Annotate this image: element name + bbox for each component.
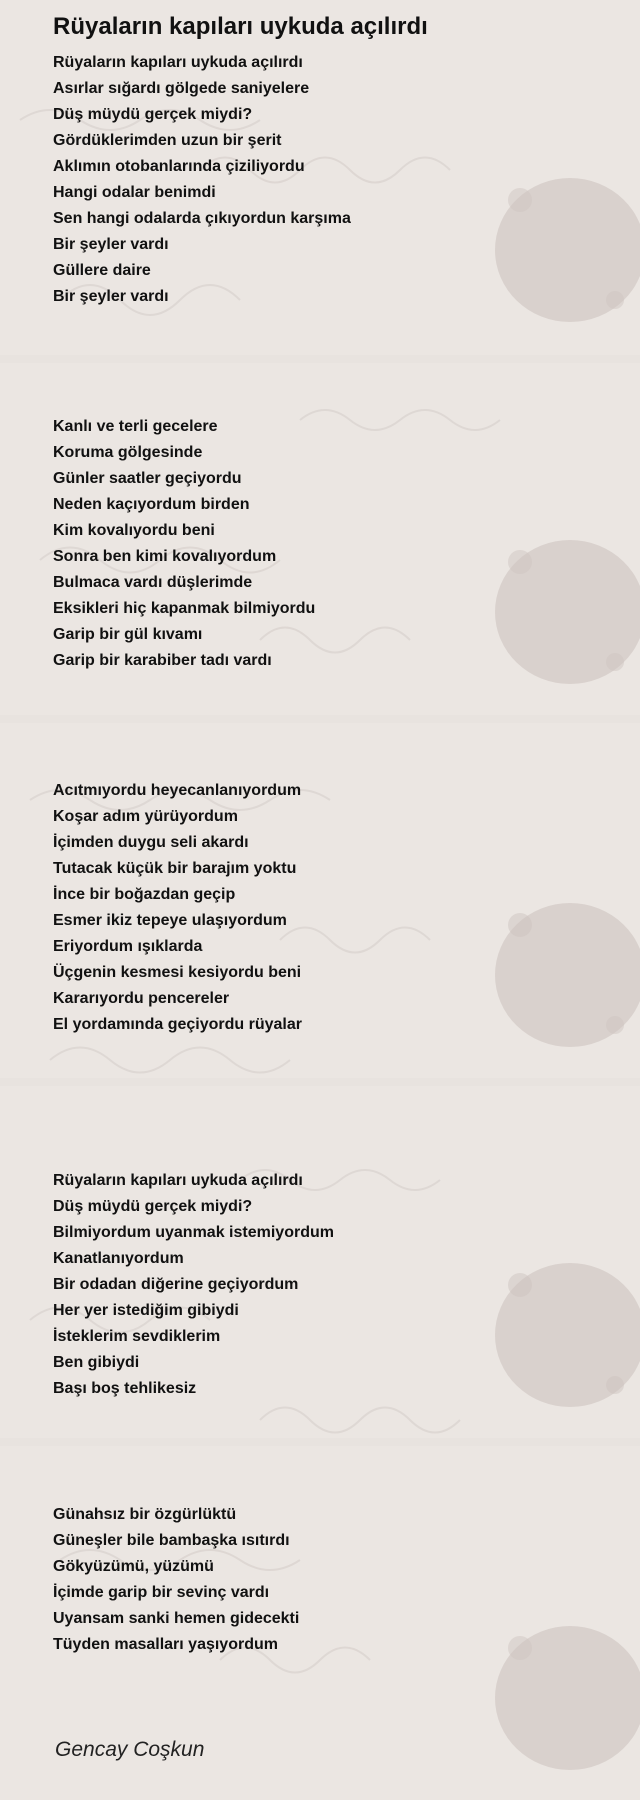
stanza-gap — [53, 310, 613, 414]
poem-line: Sen hangi odalarda çıkıyordun karşıma — [53, 210, 351, 227]
poem-line: İsteklerim sevdiklerim — [53, 1328, 221, 1345]
poem-line: Kararıyordu pencereler — [53, 990, 230, 1007]
poem-container — [53, 10, 613, 1658]
poem-line: Sonra ben kimi kovalıyordum — [53, 548, 277, 565]
poem-line: Bilmiyordum uyanmak istemiyordum — [53, 1224, 334, 1241]
poem-line: Neden kaçıyordum birden — [53, 496, 250, 513]
stanza-gap — [53, 674, 613, 778]
poem-line: Esmer ikiz tepeye ulaşıyordum — [53, 912, 287, 929]
poem-line: Her yer istediğim gibiydi — [53, 1302, 239, 1319]
poem-line: Tutacak küçük bir barajım yoktu — [53, 860, 297, 877]
poem-line: Günahsız bir özgürlüktü — [53, 1506, 237, 1523]
poem-line: Rüyaların kapıları uykuda açılırdı — [53, 1172, 303, 1189]
poem-line: Güneşler bile bambaşka ısıtırdı — [53, 1532, 290, 1549]
poem-body — [53, 50, 613, 1658]
poem-line: Kim kovalıyordu beni — [53, 522, 215, 539]
poem-line: Günler saatler geçiyordu — [53, 470, 242, 487]
poem-line: Asırlar sığardı gölgede saniyelere — [53, 80, 310, 97]
stanza-2 — [53, 414, 613, 674]
stanza-3 — [53, 778, 613, 1038]
poem-line: Bir şeyler vardı — [53, 288, 169, 305]
poem-title: Rüyaların kapıları uykuda açılırdı — [53, 13, 428, 40]
poem-line: Gökyüzümü, yüzümü — [53, 1558, 214, 1575]
stanza-gap — [53, 1038, 613, 1168]
poem-line: Kanlı ve terli gecelere — [53, 418, 218, 435]
poem-line: Ben gibiydi — [53, 1354, 140, 1371]
poem-line: Uyansam sanki hemen gidecekti — [53, 1610, 300, 1627]
poem-line: Garip bir karabiber tadı vardı — [53, 652, 272, 669]
poem-line: Kanatlanıyordum — [53, 1250, 184, 1267]
poem-line: Gördüklerimden uzun bir şerit — [53, 132, 282, 149]
poem-line: Garip bir gül kıvamı — [53, 626, 203, 643]
stanza-5 — [53, 1502, 613, 1658]
poem-line: Acıtmıyordu heyecanlanıyordum — [53, 782, 302, 799]
poem-line: Eksikleri hiç kapanmak bilmiyordu — [53, 600, 316, 617]
poem-line: Bulmaca vardı düşlerimde — [53, 574, 253, 591]
stanza-gap — [53, 1402, 613, 1502]
poem-line: Koşar adım yürüyordum — [53, 808, 238, 825]
poem-line: Eriyordum ışıklarda — [53, 938, 203, 955]
poem-line: İçimden duygu seli akardı — [53, 834, 249, 851]
poem-line: Aklımın otobanlarında çiziliyordu — [53, 158, 305, 175]
poem-line: Düş müydü gerçek miydi? — [53, 106, 253, 123]
poem-line: El yordamında geçiyordu rüyalar — [53, 1016, 302, 1033]
poem-line: Koruma gölgesinde — [53, 444, 203, 461]
poem-line: Başı boş tehlikesiz — [53, 1380, 197, 1397]
poem-line: Güllere daire — [53, 262, 151, 279]
stanza-4 — [53, 1168, 613, 1402]
poem-line: Düş müydü gerçek miydi? — [53, 1198, 253, 1215]
stanza-1 — [53, 50, 613, 310]
poem-line: Hangi odalar benimdi — [53, 184, 216, 201]
poem-line: Bir şeyler vardı — [53, 236, 169, 253]
poem-author: Gencay Coşkun — [55, 1738, 205, 1761]
poem-line: Bir odadan diğerine geçiyordum — [53, 1276, 299, 1293]
poem-line: Üçgenin kesmesi kesiyordu beni — [53, 964, 302, 981]
poem-line: Tüyden masalları yaşıyordum — [53, 1636, 278, 1653]
poem-line: İçimde garip bir sevinç vardı — [53, 1584, 270, 1601]
poem-line: İnce bir boğazdan geçip — [53, 886, 236, 903]
poem-line: Rüyaların kapıları uykuda açılırdı — [53, 54, 303, 71]
